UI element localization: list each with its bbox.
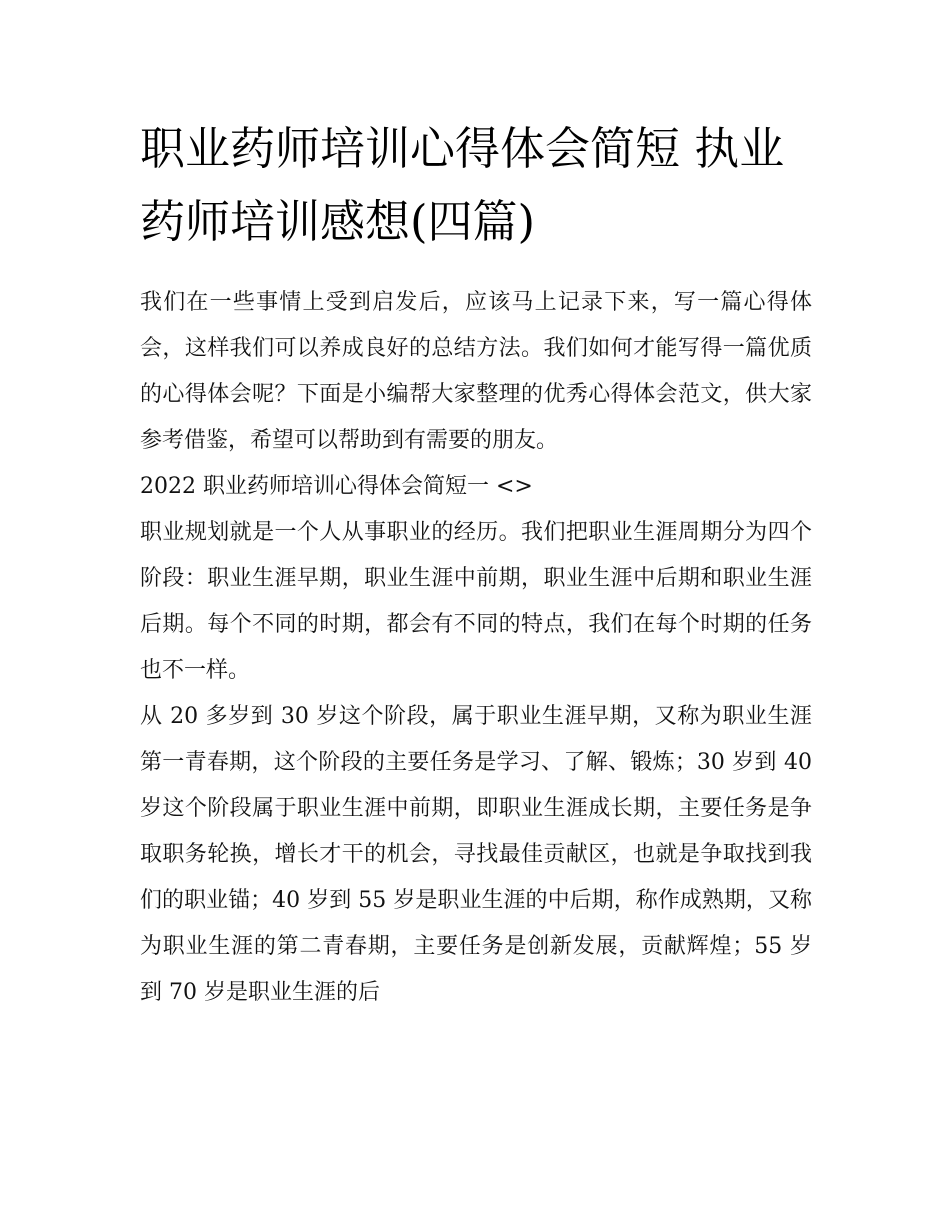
- body-paragraph-1: 职业规划就是一个人从事职业的经历。我们把职业生涯周期分为四个阶段：职业生涯早期，职业生涯中前期，职业生涯中后期和职业生涯后期。每个不同的时期，都会有不同的特点，我们在每个时期的任务也不一样。: [140, 520, 812, 683]
- document-title: 职业药师培训心得体会简短 执业药师培训感想(四篇): [140, 122, 785, 248]
- section-heading: 2022 职业药师培训心得体会简短一 <>: [140, 474, 533, 499]
- intro-paragraph: 我们在一些事情上受到启发后，应该马上记录下来，写一篇心得体会，这样我们可以养成良好的总结方法。我们如何才能写得一篇优质的心得体会呢？下面是小编帮大家整理的优秀心得体会范文，供大家参考借鉴，希望可以帮助到有需要的朋友。: [140, 290, 812, 453]
- document-body: [140, 280, 812, 1016]
- body-paragraph-2: 从 20 多岁到 30 岁这个阶段，属于职业生涯早期，又称为职业生涯第一青春期，这个阶段的主要任务是学习、了解、锻炼；30 岁到 40 岁这个阶段属于职业生涯中前期，即职业生涯成长期，主要任务是争取职务轮换，增长才干的机会，寻找最佳贡献区，也就是争取找到我们的职业锚；40 岁到 55 岁是职业生涯的中后期，称作成熟期，又称为职业生涯的第二青春期，主要任务是创新发展，贡献辉煌；55 岁到 70 岁是职业生涯的后: [140, 704, 812, 1005]
